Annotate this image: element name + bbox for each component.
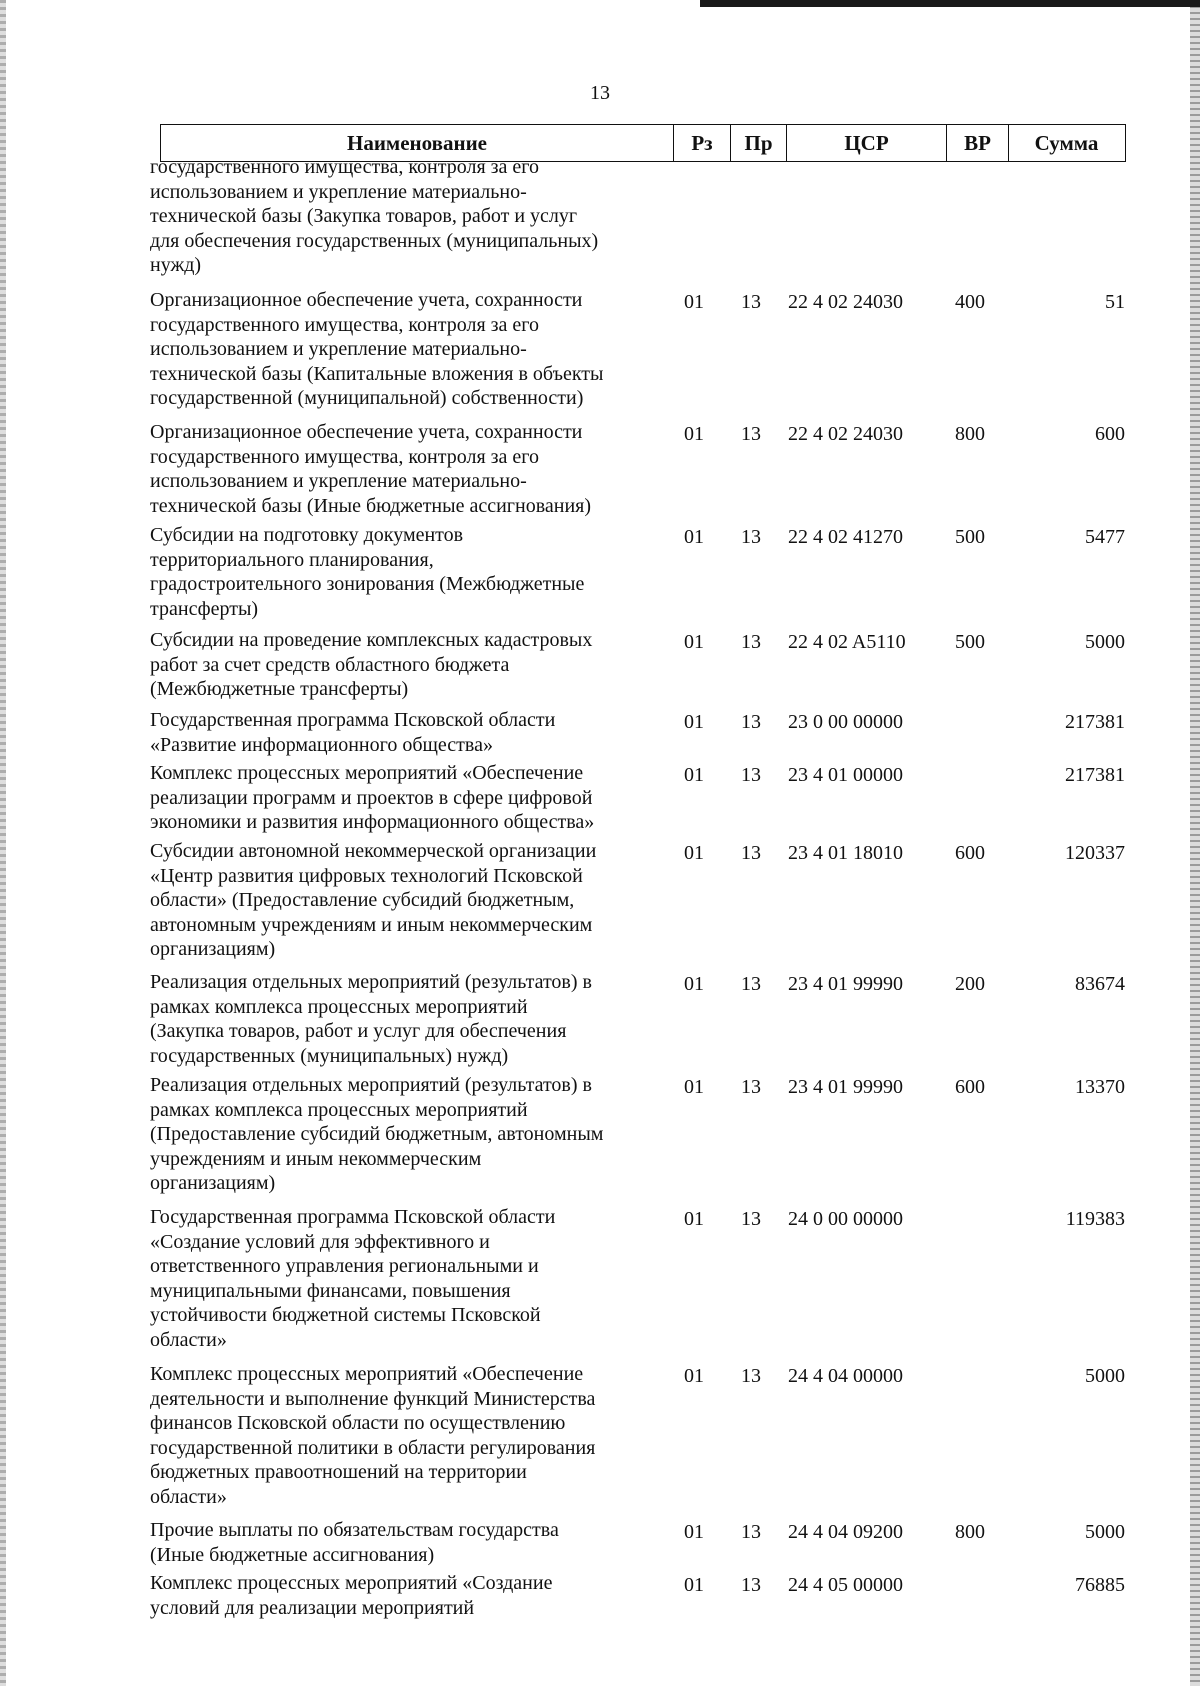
row-sum: 5000 [1085, 631, 1125, 653]
row-name-line: технической базы (Закупка товаров, работ и услуг [150, 205, 578, 227]
row-vr: 200 [955, 973, 985, 995]
row-pr: 13 [741, 973, 761, 995]
row-vr: 500 [955, 631, 985, 653]
row-name-line: технической базы (Капитальные вложения в объекты [150, 362, 604, 385]
row-vr: 500 [955, 526, 985, 548]
row-csr: 22 4 02 A5110 [788, 631, 906, 653]
row-rz: 01 [684, 423, 704, 445]
row-name-line: учреждениям и иным некоммерческим [150, 1147, 482, 1170]
row-sum: 217381 [1065, 764, 1125, 786]
row-name [150, 839, 650, 962]
row-name-line: Комплекс процессных мероприятий «Создание [150, 1572, 553, 1594]
row-csr: 24 0 00 00000 [788, 1208, 903, 1230]
row-name-line: использованием и укрепление материально- [150, 470, 527, 492]
row-sum: 76885 [1075, 1574, 1125, 1596]
row-vr: 600 [955, 1076, 985, 1098]
row-name [150, 970, 650, 1068]
row-name-line: Государственная программа Псковской области [150, 709, 556, 731]
row-pr: 13 [741, 423, 761, 445]
row-sum: 83674 [1075, 973, 1125, 995]
row-csr: 23 4 01 18010 [788, 842, 903, 864]
row-rz: 01 [684, 1208, 704, 1230]
row-csr: 23 4 01 99990 [788, 1076, 903, 1098]
row-rz: 01 [684, 1521, 704, 1543]
row-name-line: Реализация отдельных мероприятий (результатов) в [150, 971, 592, 993]
row-name-line: для обеспечения государственных (муниципальных) [150, 229, 599, 252]
row-name-line: устойчивости бюджетной системы Псковской [150, 1304, 541, 1326]
row-pr: 13 [741, 1076, 761, 1098]
row-name-line: рамках комплекса процессных мероприятий [150, 1098, 528, 1121]
row-pr: 13 [741, 1574, 761, 1596]
row-name-line: экономики и развития информационного общества» [150, 811, 595, 833]
header-name: Наименование [347, 130, 487, 155]
row-pr: 13 [741, 764, 761, 786]
row-name-line: Организационное обеспечение учета, сохранности [150, 421, 583, 443]
row-pr: 13 [741, 842, 761, 864]
row-rz: 01 [684, 711, 704, 733]
header-vr: ВР [946, 125, 1008, 161]
row-csr: 22 4 02 24030 [788, 291, 903, 313]
row-csr: 22 4 02 24030 [788, 423, 903, 445]
row-sum: 120337 [1065, 842, 1125, 864]
row-rz: 01 [684, 1076, 704, 1098]
row-name-line: государственных (муниципальных) нужд) [150, 1044, 509, 1067]
row-name-line: технической базы (Иные бюджетные ассигнования) [150, 494, 592, 517]
row-name [150, 708, 650, 757]
row-rz: 01 [684, 1365, 704, 1387]
row-rz: 01 [684, 764, 704, 786]
row-csr: 23 4 01 00000 [788, 764, 903, 786]
row-name-line: организациям) [150, 1172, 276, 1194]
row-name-line: (Закупка товаров, работ и услуг для обеспечения [150, 1020, 567, 1042]
row-name-line: деятельности и выполнение функций Министерства [150, 1387, 596, 1410]
row-name-line: (Межбюджетные трансферты) [150, 678, 409, 700]
row-name-line: бюджетных правоотношений на территории [150, 1461, 527, 1483]
row-name-line: трансферты) [150, 597, 259, 620]
row-name-line: работ за счет средств областного бюджета [150, 653, 510, 676]
row-csr: 23 4 01 99990 [788, 973, 903, 995]
row-name-line: использованием и укрепление материально- [150, 338, 527, 360]
header-rz: Рз [673, 125, 730, 161]
row-name-line: «Развитие информационного общества» [150, 733, 493, 756]
row-sum: 600 [1095, 423, 1125, 445]
row-name-line: Комплекс процессных мероприятий «Обеспечение [150, 1363, 584, 1385]
row-name-line: организациям) [150, 938, 276, 960]
row-name [150, 288, 650, 411]
row-name-line: использованием и укрепление материально- [150, 180, 527, 203]
row-rz: 01 [684, 973, 704, 995]
row-name-line: Организационное обеспечение учета, сохранности [150, 289, 583, 311]
row-csr: 24 4 04 00000 [788, 1365, 903, 1387]
header-csr: ЦСР [786, 125, 946, 161]
row-rz: 01 [684, 526, 704, 548]
row-name-line: государственной политики в области регулирования [150, 1436, 596, 1459]
row-name-line: области» (Предоставление субсидий бюджетным, [150, 889, 575, 911]
row-name-line: нужд) [150, 254, 202, 276]
row-sum: 217381 [1065, 711, 1125, 733]
row-rz: 01 [684, 291, 704, 313]
header-pr: Пр [730, 125, 786, 161]
row-name [150, 523, 650, 621]
row-sum: 5000 [1085, 1521, 1125, 1543]
row-csr: 24 4 04 09200 [788, 1521, 903, 1543]
row-name-line: Субсидии автономной некоммерческой организации [150, 840, 597, 862]
row-pr: 13 [741, 291, 761, 313]
row-sum: 51 [1105, 291, 1125, 313]
row-name [150, 155, 650, 278]
row-name-line: рамках комплекса процессных мероприятий [150, 995, 528, 1018]
row-vr: 600 [955, 842, 985, 864]
row-name-line: территориального планирования, [150, 548, 434, 571]
row-name-line: градостроительного зонирования (Межбюджетные [150, 573, 585, 595]
row-pr: 13 [741, 1365, 761, 1387]
row-name [150, 1518, 650, 1567]
row-name [150, 1571, 650, 1620]
row-vr: 400 [955, 291, 985, 313]
row-name-line: Субсидии на проведение комплексных кадастровых [150, 629, 593, 651]
row-csr: 22 4 02 41270 [788, 526, 903, 548]
row-vr: 800 [955, 423, 985, 445]
row-name-line: реализации программ и проектов в сфере цифровой [150, 786, 593, 809]
row-name-line: Комплекс процессных мероприятий «Обеспечение [150, 762, 584, 784]
row-sum: 13370 [1075, 1076, 1125, 1098]
header-sum: Сумма [1008, 125, 1124, 161]
row-name [150, 1073, 650, 1196]
row-name [150, 628, 650, 702]
row-sum: 5477 [1085, 526, 1125, 548]
row-name-line: «Создание условий для эффективного и [150, 1230, 490, 1253]
row-name [150, 1362, 650, 1509]
row-rz: 01 [684, 842, 704, 864]
row-name-line: муниципальными финансами, повышения [150, 1279, 511, 1302]
row-name-line: (Предоставление субсидий бюджетным, автономным [150, 1123, 604, 1145]
row-name [150, 1205, 650, 1352]
row-rz: 01 [684, 1574, 704, 1596]
row-name-line: государственной (муниципальной) собственности) [150, 387, 584, 409]
row-pr: 13 [741, 1521, 761, 1543]
row-name [150, 761, 650, 835]
row-name-line: области» [150, 1328, 227, 1351]
row-name-line: области» [150, 1485, 227, 1508]
row-name [150, 420, 650, 518]
row-sum: 5000 [1085, 1365, 1125, 1387]
row-name-line: Реализация отдельных мероприятий (результатов) в [150, 1074, 592, 1096]
row-name-line: ответственного управления региональными и [150, 1255, 539, 1277]
row-vr: 800 [955, 1521, 985, 1543]
row-pr: 13 [741, 631, 761, 653]
row-rz: 01 [684, 631, 704, 653]
row-name-line: государственного имущества, контроля за его [150, 156, 540, 178]
row-name-line: (Иные бюджетные ассигнования) [150, 1543, 435, 1566]
row-sum: 119383 [1065, 1208, 1125, 1230]
row-name-line: Субсидии на подготовку документов [150, 524, 464, 546]
row-name-line: финансов Псковской области по осуществлению [150, 1412, 566, 1434]
row-csr: 23 0 00 00000 [788, 711, 903, 733]
row-name-line: государственного имущества, контроля за его [150, 313, 540, 336]
row-name-line: государственного имущества, контроля за его [150, 445, 540, 468]
row-csr: 24 4 05 00000 [788, 1574, 903, 1596]
row-pr: 13 [741, 1208, 761, 1230]
row-name-line: «Центр развития цифровых технологий Псковской [150, 864, 583, 887]
row-name-line: Государственная программа Псковской области [150, 1206, 556, 1228]
row-pr: 13 [741, 711, 761, 733]
row-pr: 13 [741, 526, 761, 548]
page-number: 13 [590, 82, 610, 104]
row-name-line: Прочие выплаты по обязательствам государства [150, 1519, 559, 1541]
row-name-line: автономным учреждениям и иным некоммерческим [150, 913, 593, 936]
row-name-line: условий для реализации мероприятий [150, 1596, 475, 1619]
